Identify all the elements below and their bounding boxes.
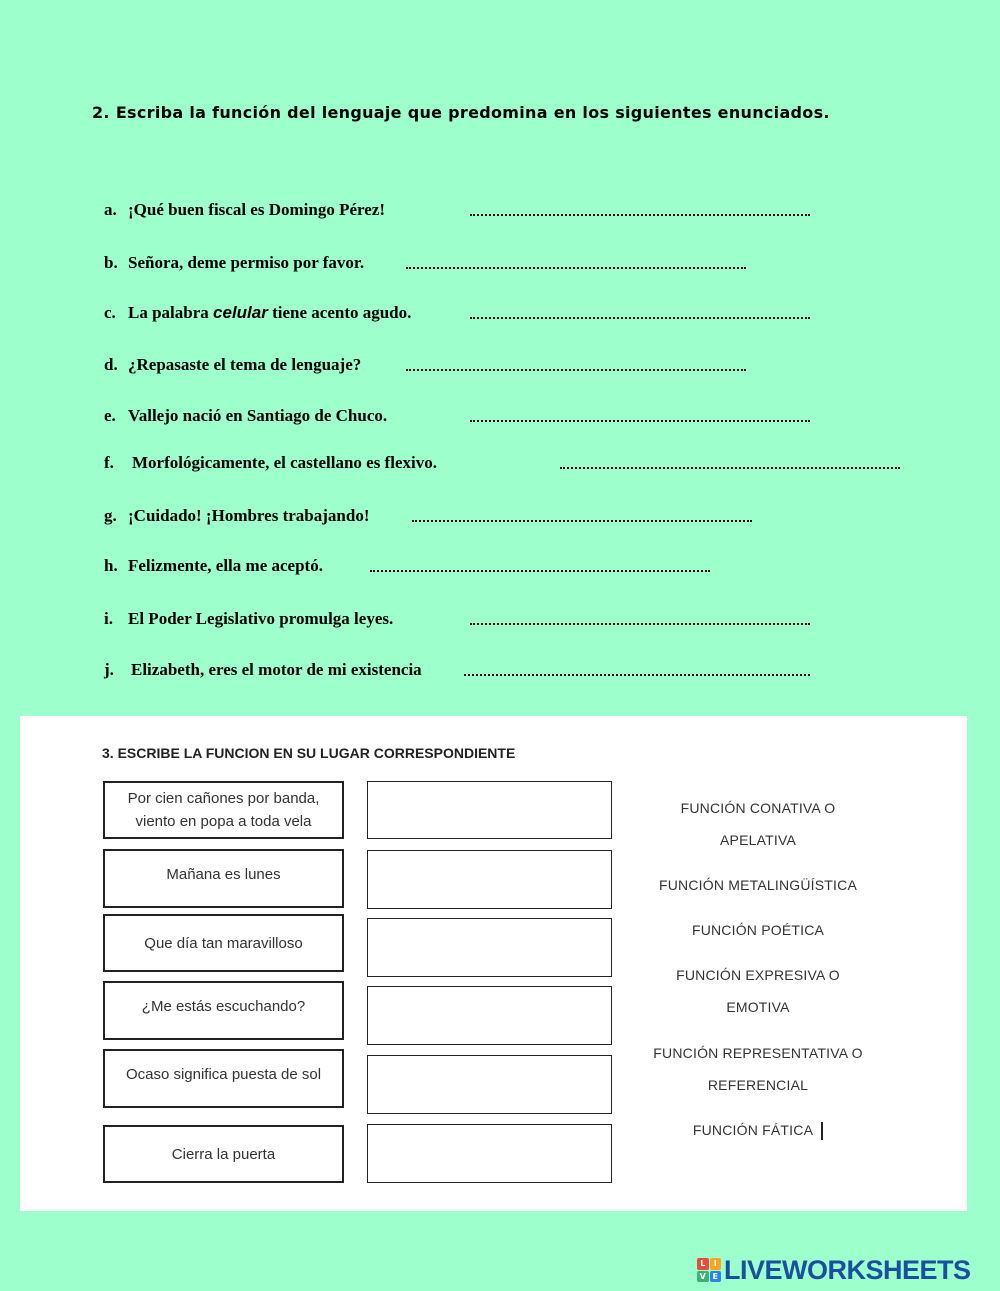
- logo-text: LIVEWORKSHEETS: [724, 1254, 971, 1285]
- liveworksheets-logo[interactable]: [697, 1255, 971, 1285]
- answer-line-j[interactable]: [464, 674, 810, 676]
- matching-panel: [20, 716, 967, 1211]
- text-cursor: [821, 1122, 823, 1140]
- answer-line-b[interactable]: [406, 267, 746, 269]
- function-text: FUNCIÓN EXPRESIVA O: [676, 967, 840, 983]
- function-label: [630, 869, 886, 901]
- answer-box-5[interactable]: [367, 1055, 612, 1114]
- item-letter: e.: [104, 406, 116, 425]
- function-label: [630, 914, 886, 946]
- item-letter: i.: [104, 609, 113, 628]
- answer-line-a[interactable]: [470, 214, 810, 216]
- prompt-box: [103, 781, 344, 839]
- answer-box-6[interactable]: [367, 1124, 612, 1183]
- item-text: ¿Repasaste el tema de lenguaje?: [128, 355, 362, 374]
- answer-line-f[interactable]: [560, 467, 900, 469]
- list-item: [104, 506, 369, 526]
- answer-line-i[interactable]: [470, 623, 810, 625]
- item-text: ¡Cuidado! ¡Hombres trabajando!: [128, 506, 370, 525]
- list-item: [104, 253, 364, 273]
- item-letter: b.: [104, 253, 118, 272]
- function-label: [630, 1037, 886, 1101]
- list-item: [104, 609, 393, 629]
- item-text: Morfológicamente, el castellano es flexivo.: [132, 453, 437, 472]
- item-text: tiene acento agudo.: [272, 303, 412, 322]
- function-text: APELATIVA: [720, 832, 796, 848]
- function-label: [630, 959, 886, 1023]
- item-letter: h.: [104, 556, 118, 575]
- prompt-text: Por cien cañones por banda,: [127, 790, 320, 807]
- answer-line-h[interactable]: [370, 570, 710, 572]
- prompt-box: [103, 981, 344, 1040]
- logo-tile: V: [697, 1271, 709, 1283]
- prompt-box: [103, 849, 344, 908]
- answer-line-c[interactable]: [470, 317, 810, 319]
- logo-tile: I: [710, 1258, 722, 1270]
- prompt-text: ¿Me estás escuchando?: [141, 998, 306, 1015]
- item-text: La palabra: [128, 303, 209, 322]
- answer-line-d[interactable]: [406, 369, 746, 371]
- question-number: 2.: [92, 103, 110, 122]
- function-text: REFERENCIAL: [707, 1077, 809, 1093]
- item-letter: f.: [104, 453, 114, 472]
- function-text: FUNCIÓN METALINGÜÍSTICA: [658, 877, 858, 893]
- prompt-box: [103, 914, 344, 972]
- prompt-text: viento en popa a toda vela: [135, 813, 312, 830]
- answer-box-1[interactable]: [367, 781, 612, 839]
- item-text: Elizabeth, eres el motor de mi existencia: [131, 660, 422, 679]
- function-text: FUNCIÓN FÁTICA: [692, 1122, 814, 1138]
- list-item: [104, 355, 361, 375]
- answer-line-g[interactable]: [412, 520, 752, 522]
- answer-box-3[interactable]: [367, 918, 612, 977]
- list-item: [104, 453, 437, 473]
- function-text: FUNCIÓN CONATIVA O: [680, 800, 836, 816]
- item-text: Vallejo nació en Santiago de Chuco.: [128, 406, 388, 425]
- prompt-box: [103, 1125, 344, 1183]
- question-3-title: 3. ESCRIBE LA FUNCION EN SU LUGAR CORRESPONDIENTE: [102, 745, 516, 761]
- item-letter: c.: [104, 303, 116, 322]
- answer-line-e[interactable]: [470, 420, 810, 422]
- function-label: [630, 1114, 886, 1146]
- function-text: EMOTIVA: [726, 999, 790, 1015]
- item-letter: a.: [104, 200, 117, 219]
- prompt-text: Que día tan maravilloso: [144, 934, 303, 952]
- prompt-text: Cierra la puerta: [171, 1145, 276, 1163]
- list-item: [104, 200, 385, 220]
- prompt-box: [103, 1049, 344, 1108]
- prompt-text: Ocaso significa puesta de sol: [125, 1066, 322, 1083]
- list-item: [104, 660, 422, 680]
- item-letter: g.: [104, 506, 117, 525]
- item-text: ¡Qué buen fiscal es Domingo Pérez!: [128, 200, 386, 219]
- list-item: [104, 406, 387, 426]
- item-text: Señora, deme permiso por favor.: [128, 253, 365, 272]
- item-text: El Poder Legislativo promulga leyes.: [128, 609, 394, 628]
- function-text: FUNCIÓN POÉTICA: [691, 922, 825, 938]
- function-label: [630, 792, 886, 856]
- answer-box-2[interactable]: [367, 850, 612, 909]
- list-item: [104, 303, 411, 323]
- logo-icon: [697, 1258, 721, 1282]
- item-letter: j.: [104, 660, 114, 679]
- logo-tile: L: [697, 1258, 709, 1270]
- question-2-title: [92, 103, 830, 122]
- question-text: Escriba la función del lenguaje que predomina en los siguientes enunciados.: [115, 103, 830, 122]
- answer-box-4[interactable]: [367, 986, 612, 1045]
- list-item: [104, 556, 323, 576]
- item-italic-word: celular: [213, 303, 268, 322]
- item-letter: d.: [104, 355, 118, 374]
- function-text: FUNCIÓN REPRESENTATIVA O: [653, 1045, 863, 1061]
- item-text: Felizmente, ella me aceptó.: [128, 556, 323, 575]
- prompt-text: Mañana es lunes: [166, 866, 281, 883]
- logo-tile: E: [710, 1271, 722, 1283]
